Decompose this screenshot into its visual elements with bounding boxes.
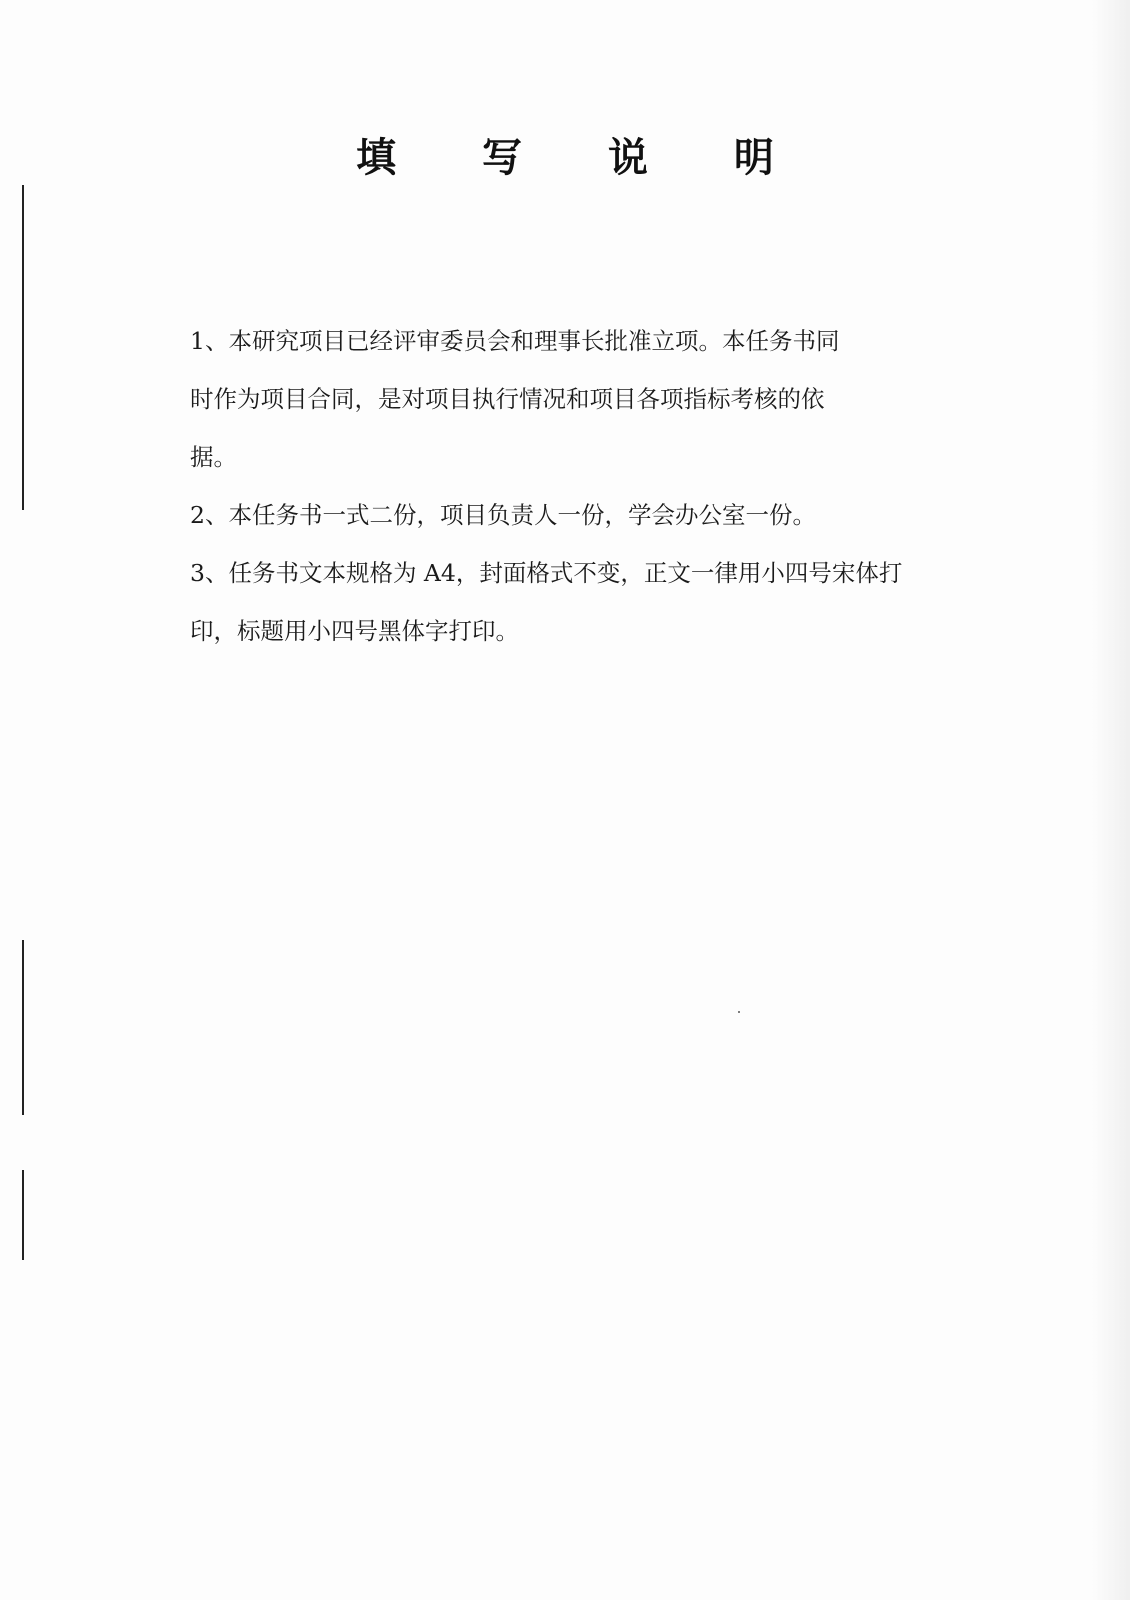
- instruction-item-1: [190, 312, 950, 486]
- page-title: 填 写 说 明: [356, 135, 810, 181]
- instruction-item-2: [190, 486, 950, 544]
- instruction-line: 1、本研究项目已经评审委员会和理事长批准立项。本任务书同: [190, 327, 840, 355]
- instruction-line: 印，标题用小四号黑体字打印。: [190, 617, 519, 645]
- scan-edge-mark: [22, 185, 24, 510]
- scan-speck: [738, 1011, 740, 1013]
- scan-edge-mark: [22, 1170, 24, 1260]
- instruction-line: 3、任务书文本规格为 A4，封面格式不变，正文一律用小四号宋体打: [190, 559, 903, 587]
- scan-edge-mark: [22, 940, 24, 1115]
- instruction-item-3: [190, 544, 950, 660]
- scan-shadow: [1092, 0, 1130, 1600]
- instruction-line: 据。: [190, 443, 237, 471]
- instructions-body: [190, 312, 950, 660]
- instruction-line: 时作为项目合同，是对项目执行情况和项目各项指标考核的依: [190, 385, 825, 413]
- instruction-line: 2、本任务书一式二份，项目负责人一份，学会办公室一份。: [190, 501, 816, 529]
